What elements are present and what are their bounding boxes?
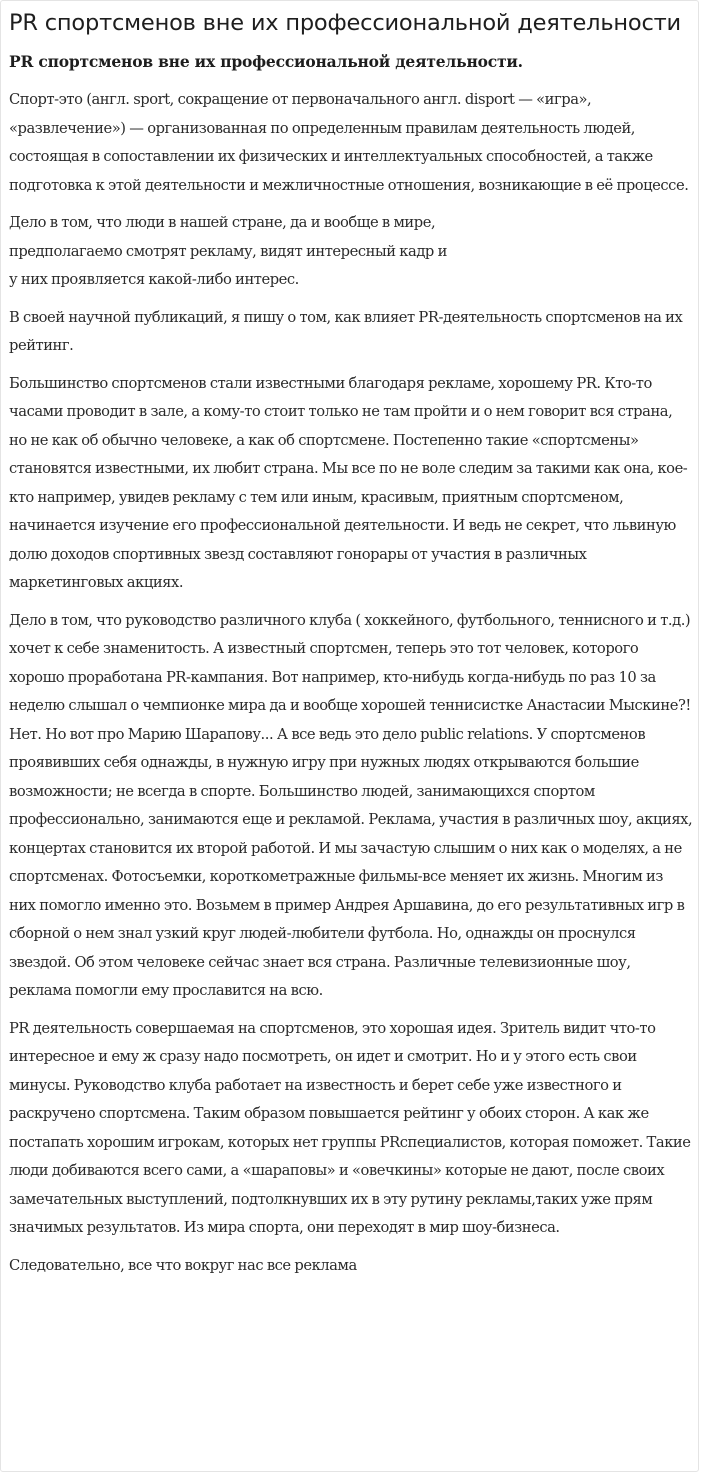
article-content [9,8,693,1280]
article-subtitle: PR спортсменов вне их профессиональной деятельности. [9,52,523,71]
paragraph-pr-pros-cons: PR деятельность совершаемая на спортсменов, это хорошая идея. Зритель видит что-то интересное и ему ж сразу надо посмотреть, он идет и смотрит. Но и у этого есть свои минусы. Руководство клуба работает на известность и берет себе уже известного и раскручено спортсмена. Таким образом повышается рейтинг у обоих сторон. А как же постапать хорошим игрокам, которых нет группы PRспециалистов, которая поможет. Такие люди добиваются всего сами, а «шараповы» и «овечкины» которые не дают, после своих замечательных выступлений, подтолкнувших их в эту рутину рекламы,таких уже прям значимых результатов. Из мира спорта, они переходят в мир шоу-бизнеса. [9,1019,691,1236]
paragraph-line: предполагаемо смотрят рекламу, видят интересный кадр и [9,242,447,260]
paragraph-publication-topic: В своей научной публикаций, я пишу о том, как влияет PR-деятельность спортсменов на их рейтинг. [9,308,683,354]
paragraph-line: у них проявляется какой-либо интерес. [9,271,299,288]
paragraph-conclusion: Следовательно, все что вокруг нас все реклама [9,1256,357,1274]
article-title: PR спортсменов вне их профессиональной деятельности [9,10,681,36]
paragraph-advertising-interest [9,209,693,295]
paragraph-famous-athletes: Большинство спортсменов стали известными благодаря рекламе, хорошему PR. Кто-то часами проводит в зале, а кому-то стоит только не там пройти и о нем говорит вся страна, но не как об обычно человеке, а как об спортсмене. Постепенно такие «спортсмены» становятся известными, их любит страна. Мы все по не воле следим за такими как она, кое-кто например, увидев рекламу с тем или иным, красивым, приятным спортсменом, начинается изучение его профессиональной деятельности. И ведь не секрет, что львиную долю доходов спортивных звезд составляют гонорары от участия в различных маркетинговых акциях. [9,374,688,591]
paragraph-line: Дело в том, что люди в нашей стране, да и вообще в мире, [9,214,436,231]
paragraph-club-management: Дело в том, что руководство различного клуба ( хоккейного, футбольного, теннисного и т.д.) хочет к себе знаменитость. А известный спортсмен, теперь это тот человек, которого хорошо проработана PR-кампания. Вот например, кто-нибудь когда-нибудь по раз 10 за неделю слышал о чемпионке мира да и вообще хорошей теннисистке Анастасии Мыскине?! Нет. Но вот про Марию Шарапову... А все ведь это дело public relations. У спортсменов проявивших себя однажды, в нужную игру при нужных людях открываются большие возможности; не всегда в спорте. Большинство людей, занимающихся спортом профессионально, занимаются еще и рекламой. Реклама, участия в различных шоу, акциях, концертах становится их второй работой. И мы зачастую слышим о них как о моделях, а не спортсменах. Фотосъемки, короткометражные фильмы-все меняет их жизнь. Многим из них помогло именно это. Возьмем в пример Андрея Аршавина, до его результативных игр в сборной о нем знал узкий круг людей-любители футбола. Но, однажды он проснулся звездой. Об этом человеке сейчас знает вся страна. Различные телевизионные шоу, реклама помогли ему прославится на всю. [9,611,693,999]
paragraph-sport-definition: Спорт-это (англ. sport, сокращение от первоначального англ. disport — «игра», «развлечение») — организованная по определенным правилам деятельность людей, состоящая в сопоставлении их физических и интеллектуальных способностей, а также подготовка к этой деятельности и межличностные отношения, возникающие в её процессе. [9,91,689,194]
